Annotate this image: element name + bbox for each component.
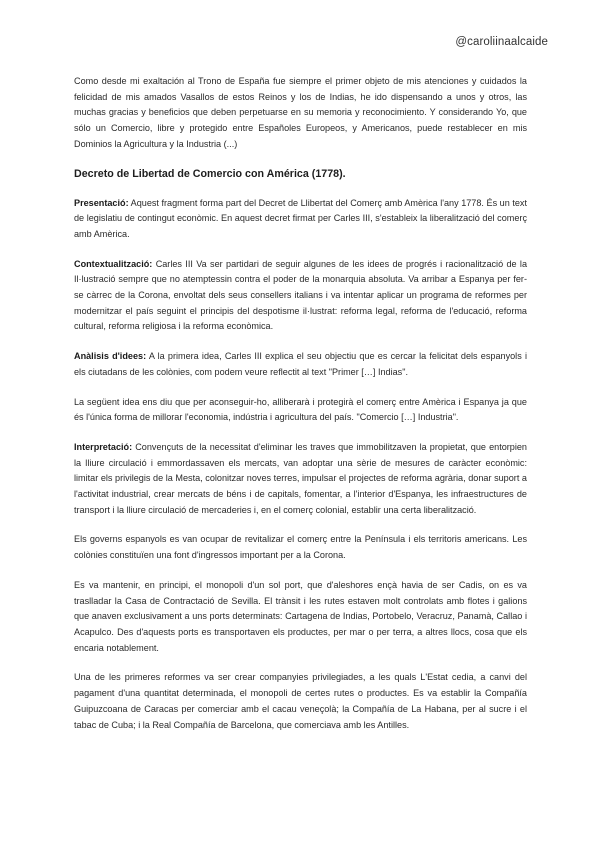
section-interpretacio — [74, 440, 527, 519]
label-colon: : — [143, 351, 147, 362]
document-title: Decreto de Libertad de Comercio con América (1778). — [74, 167, 346, 180]
section-text-contextualitzacio: Carles III Va ser partidari de seguir algunes de les idees de progrés i racionalització de la Il·lustració sempre que no atemptessin contra el poder de la monarquia absoluta. Va arribar a Espanya per fer-se càrrec de la Corona, envoltat dels seus consellers italians i va intentar aplicar un programa de reformes per modernitzar el país seguint el principis del despotisme il·lustrat: reforma legal, reforma de l'educació, reforma cultural, reforma religiosa i la reforma econòmica. — [74, 258, 528, 332]
section-label-interpretacio: Interpretació — [74, 441, 130, 452]
section-text-presentacio: Aquest fragment forma part del Decret de Llibertat del Comerç amb Amèrica l'any 1778. És un text de legislatiu de contingut econòmic. En aquest decret firmat per Carles III, s'estableix la liberalització del comerç amb Amèrica. — [74, 197, 527, 239]
section-analisi — [74, 349, 527, 380]
paragraph-governs: Els governs espanyols es van ocupar de revitalizar el comerç entre la Península i els territoris americans. Les colònies constituïen una font d'ingressos important per a la Corona. — [74, 534, 527, 561]
section-text-analisi: A la primera idea, Carles III explica el seu objectiu que es cercar la felicitat dels espanyols i els ciutadans de les colònies, com podem veure reflectit al text "Primer […] Indias". — [74, 351, 527, 377]
document-body — [74, 74, 527, 747]
section-label-presentacio: Presentació — [74, 197, 126, 208]
label-colon: : — [149, 258, 153, 269]
section-label-analisi: Anàlisis d'idees — [74, 351, 144, 362]
paragraph-companyies: Una de les primeres reformes va ser crear companyies privilegiades, a les quals L'Estat cedia, a canvi del pagament d'una quantitat determinada, el monopoli de certes rutes o productes. Es va establir la Compañía Guipuzcoana de Caracas per comerciar amb el cacau veneçolà; la Compañía de La Habana, per al sucre i el tabac de Cuba; i la Real Compañía de Barcelona, que comerciava amb les Antilles. — [74, 672, 527, 730]
section-contextualitzacio — [74, 257, 527, 336]
author-handle: @caroliinaalcaide — [455, 36, 548, 48]
source-quote: Como desde mi exaltación al Trono de España fue siempre el primer objeto de mis atenciones y cuidados la felicidad de mis amados Vasallos de estos Reinos y los de Indias, he ido dispensando a unos y otros, las muchas gracias y beneficios que deben perpetuarse en su memoria y reconocimiento. Y considerando Yo, que sólo un Comercio, libre y protegido entre Españoles Europeos, y Americanos, puede restablecer en mis Dominios la Agricultura y la Industria (...) — [74, 76, 527, 149]
section-text-interpretacio: Convençuts de la necessitat d'eliminar les traves que immobilitzaven la propietat, que entorpien la lliure circulació i emmordassaven els mercats, van adoptar una sèrie de mesures de caràcter econòmic: limitar els privilegis de la Mesta, colonitzar noves terres, impulsar el projectes de reforma agrària, donar suport a l'activitat industrial, crear mercats de béns i de capitals, fomentar, a l'interior d'Espanya, les infraestructures de transport i la lliure circulació de mercaderies i, en el comerç colonial, establir una certa liberalització. — [74, 441, 527, 515]
section-label-contextualitzacio: Contextualització — [74, 258, 150, 269]
section-analisi-continued: La següent idea ens diu que per aconseguir-ho, alliberarà i protegirà el comerç entre Amèrica i Espanya ja que és l'única forma de millorar l'economia, indústria i agricultura del país. "Comercio […] Industria". — [74, 396, 527, 423]
label-colon: : — [129, 441, 133, 452]
section-presentacio — [74, 196, 527, 243]
label-colon: : — [125, 197, 129, 208]
paragraph-monopoli: Es va mantenir, en principi, el monopoli d'un sol port, que d'aleshores ençà havia de ser Cadis, on es va traslladar la Casa de Contractació de Sevilla. El trànsit i les rutes estaven molt controlats amb flotes i galions que anaven exclusivament a uns ports determinats: Cartagena de Indias, Portobelo, Veracruz, Panamà, Callao i Acapulco. Des d'aquests ports es transportaven els productes, per mar o per terra, a altres llocs, cosa que els encaria notablement. — [74, 579, 527, 653]
